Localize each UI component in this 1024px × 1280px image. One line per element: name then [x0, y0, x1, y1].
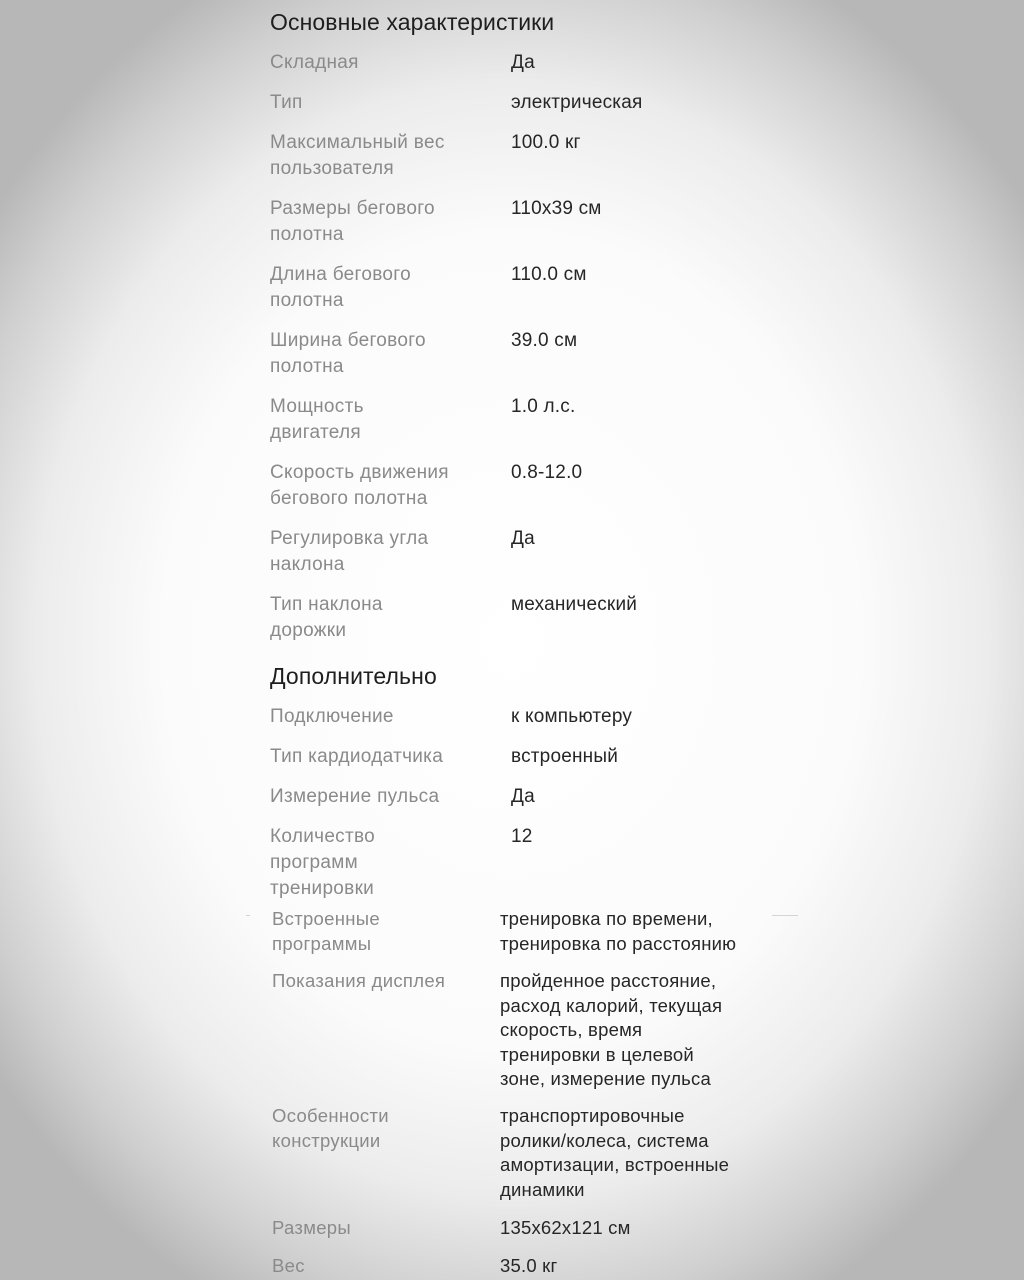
seam-mark-right — [772, 915, 798, 916]
spec-label: Размеры бегового полотна — [270, 198, 435, 245]
spec-label: Подключение — [270, 706, 394, 727]
spec-label: Тип наклона дорожки — [270, 594, 383, 641]
spec-label: Особенности конструкции — [272, 1105, 389, 1151]
spec-value: 1.0 л.с. — [511, 396, 576, 417]
spec-value: 110.0 см — [511, 264, 587, 285]
seam-mark-left — [246, 915, 250, 916]
spec-label: Измерение пульса — [270, 786, 440, 807]
spec-label: Количество программ тренировки — [270, 826, 376, 899]
spec-label: Регулировка угла наклона — [270, 528, 429, 575]
spec-label: Тип — [270, 92, 303, 113]
spec-value: 12 — [511, 826, 533, 847]
spec-label: Встроенные программы — [272, 908, 380, 954]
spec-value: механический — [511, 594, 638, 615]
spec-value: 100.0 кг — [511, 132, 581, 153]
section-title-extra: Дополнительно — [270, 663, 437, 689]
spec-label: Ширина бегового полотна — [270, 330, 426, 377]
spec-value: электрическая — [511, 92, 643, 113]
spec-value: 39.0 см — [511, 330, 578, 351]
spec-label: Показания дисплея — [272, 970, 446, 991]
spec-label: Максимальный вес пользователя — [270, 132, 445, 179]
spec-label: Складная — [270, 52, 359, 73]
spec-value: 35.0 кг — [500, 1255, 558, 1276]
spec-label: Вес — [272, 1255, 305, 1276]
spec-value: встроенный — [511, 746, 619, 767]
spec-value: 0.8-12.0 — [511, 462, 583, 483]
spec-label: Тип кардиодатчика — [270, 746, 444, 767]
spec-value: к компьютеру — [511, 706, 633, 727]
spec-label: Длина бегового полотна — [270, 264, 411, 311]
spec-value: Да — [511, 52, 535, 73]
spec-value: транспортировочные ролики/колеса, система амортизации, встроенные динамики — [500, 1105, 730, 1200]
section-title-main: Основные характеристики — [270, 9, 555, 35]
spec-value: тренировка по времени, тренировка по расстоянию — [500, 908, 737, 954]
spec-label: Скорость движения бегового полотна — [270, 462, 449, 509]
spec-label: Размеры — [272, 1217, 351, 1238]
spec-value: пройденное расстояние, расход калорий, текущая скорость, время тренировки в целевой зоне, измерение пульса — [500, 970, 723, 1089]
spec-value: Да — [511, 786, 535, 807]
spec-value: 135x62x121 см — [500, 1217, 631, 1238]
spec-value: 110x39 см — [511, 198, 602, 219]
spec-value: Да — [511, 528, 535, 549]
spec-label: Мощность двигателя — [270, 396, 364, 443]
